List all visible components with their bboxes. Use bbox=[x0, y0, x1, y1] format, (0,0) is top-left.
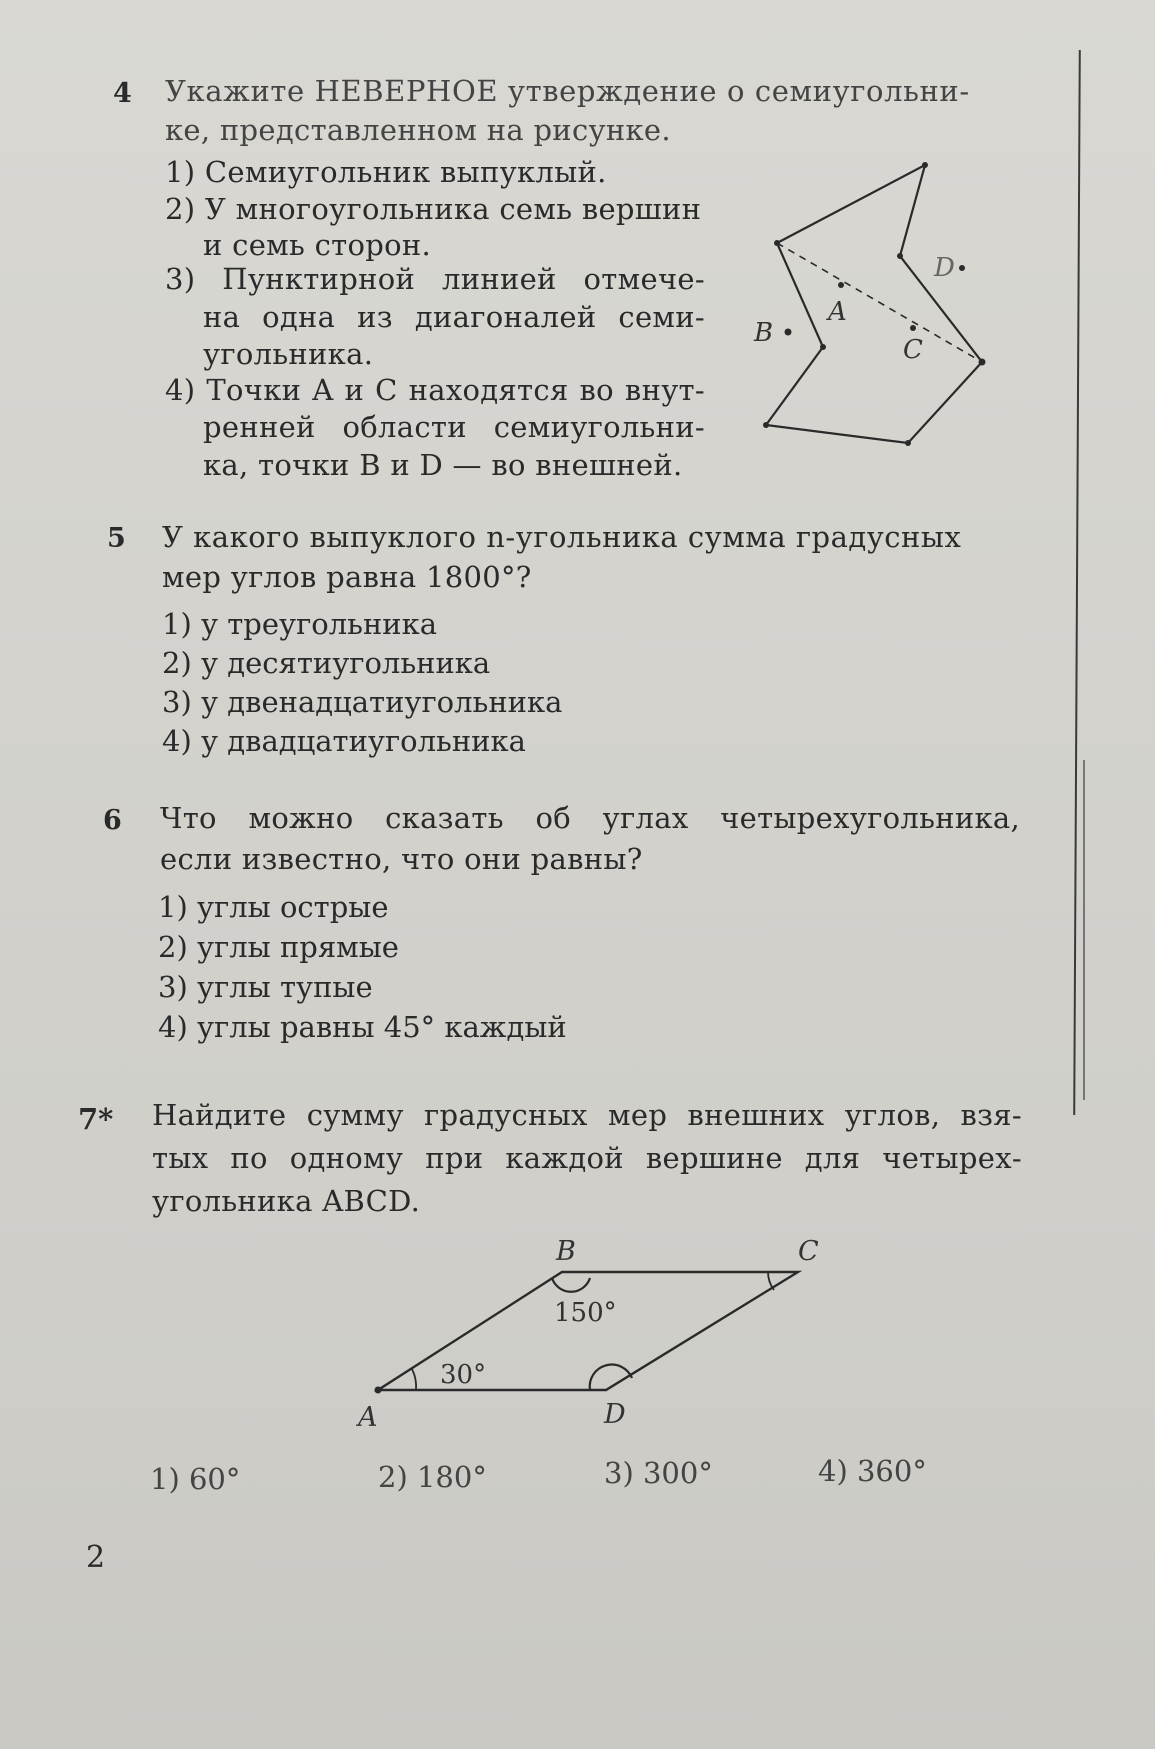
vertex-label-c: C bbox=[798, 1236, 819, 1267]
paper-fold-line-lower bbox=[1083, 760, 1085, 1100]
question-text: если известно, что они равны? bbox=[160, 842, 643, 876]
question-text: мер углов равна 1800°? bbox=[162, 560, 532, 594]
option-1: 1) у треугольника bbox=[162, 607, 438, 641]
option-3: 3) Пунктирной линией отмече- bbox=[165, 262, 705, 296]
question-text: Укажите НЕВЕРНОЕ утверждение о семиугольни- bbox=[165, 74, 970, 108]
answer-1: 1) 60° bbox=[150, 1462, 241, 1496]
point-b-dot bbox=[785, 329, 792, 336]
option-4-cont: ренней области семиугольни- bbox=[203, 410, 705, 444]
option-4: 4) у двадцатиугольника bbox=[162, 724, 526, 758]
paper-fold-line bbox=[1073, 50, 1081, 1115]
vertex-label-b: B bbox=[556, 1236, 576, 1267]
question-text: Что можно сказать об углах четырехугольника, bbox=[160, 801, 1020, 835]
label-b: B bbox=[754, 318, 774, 348]
vertex-label-d: D bbox=[604, 1399, 626, 1430]
answer-3: 3) 300° bbox=[604, 1456, 713, 1490]
vertex-label-a: A bbox=[358, 1402, 378, 1430]
option-4-cont: ка, точки B и D — во внешней. bbox=[203, 448, 683, 482]
option-2-cont: и семь сторон. bbox=[203, 228, 432, 262]
page-number: 2 bbox=[86, 1540, 106, 1575]
question-text: У какого выпуклого n-угольника сумма градусных bbox=[162, 520, 962, 554]
heptagon-outline bbox=[766, 165, 982, 443]
option-2: 2) углы прямые bbox=[158, 930, 399, 964]
heptagon-figure bbox=[740, 150, 1010, 460]
answer-4: 4) 360° bbox=[818, 1454, 927, 1488]
question-number: 7* bbox=[78, 1102, 114, 1136]
option-3-cont: на одна из диагоналей семи- bbox=[203, 300, 705, 334]
option-3: 3) углы тупые bbox=[158, 970, 373, 1004]
option-4: 4) углы равны 45° каждый bbox=[158, 1010, 567, 1044]
option-2: 2) У многоугольника семь вершин bbox=[165, 192, 702, 226]
label-a: A bbox=[828, 297, 847, 327]
angle-arc-a bbox=[412, 1369, 416, 1390]
option-3-cont: угольника. bbox=[203, 337, 374, 371]
question-text: ке, представленном на рисунке. bbox=[165, 113, 671, 147]
point-d-dot bbox=[959, 265, 965, 271]
option-3: 3) у двенадцатиугольника bbox=[162, 685, 563, 719]
point-a-dot bbox=[838, 282, 844, 288]
question-text: угольника ABCD. bbox=[152, 1184, 421, 1218]
question-text: тых по одному при каждой вершине для четырех- bbox=[152, 1141, 1022, 1175]
label-d: D bbox=[934, 253, 955, 283]
parallelogram-figure bbox=[350, 1230, 830, 1430]
option-4: 4) Точки A и C находятся во внут- bbox=[165, 373, 705, 407]
angle-label-150: 150° bbox=[554, 1298, 617, 1328]
label-c: C bbox=[903, 335, 923, 365]
point-c-dot bbox=[910, 325, 916, 331]
angle-label-30: 30° bbox=[440, 1360, 487, 1390]
option-2: 2) у десятиугольника bbox=[162, 646, 491, 680]
question-number: 5 bbox=[107, 523, 126, 554]
option-1: 1) углы острые bbox=[158, 890, 389, 924]
question-text: Найдите сумму градусных мер внешних углов, взя- bbox=[152, 1098, 1022, 1132]
option-1: 1) Семиугольник выпуклый. bbox=[165, 155, 607, 189]
angle-arc-b bbox=[552, 1278, 590, 1292]
answer-2: 2) 180° bbox=[378, 1460, 487, 1494]
question-number: 6 bbox=[103, 805, 122, 836]
question-number: 4 bbox=[113, 78, 132, 109]
